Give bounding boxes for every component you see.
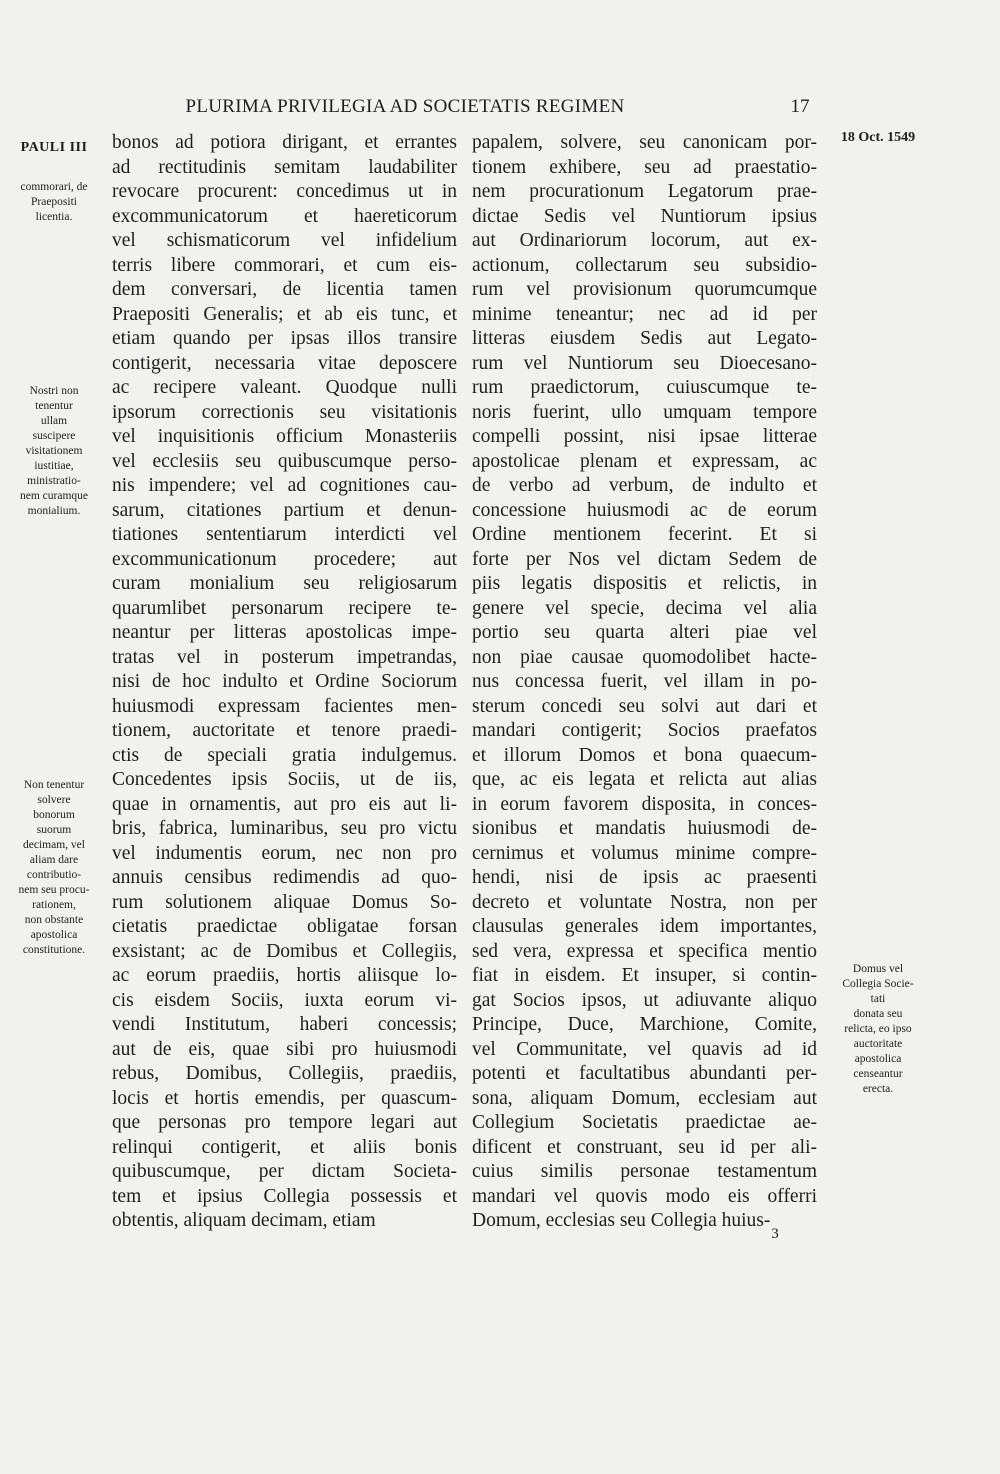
pope-name-margin: PAULI III <box>20 140 88 155</box>
text-line: portio seu quarta alteri piae vel <box>472 622 817 643</box>
margin-note-line: relicta, eo ipso <box>844 1023 912 1035</box>
text-line: revocare procurent: concedimus ut in <box>112 181 457 202</box>
text-line: locis et hortis emendis, per quascum- <box>112 1087 457 1109</box>
text-line: huiusmodi expressam facientes men- <box>112 695 457 717</box>
margin-note-line: Nostri non <box>29 385 79 397</box>
text-line: exsistant; ac de Domibus et Collegiis, <box>112 940 457 962</box>
margin-note-line: nem curamque <box>19 490 88 502</box>
text-line: nem procurationum Legatorum prae- <box>472 181 817 202</box>
margin-note-line: rationem, <box>32 899 76 911</box>
margin-note-line: constitutione. <box>22 944 86 956</box>
margin-note-line: apostolica <box>30 929 78 941</box>
text-line: tratas vel in posterum impetrandas, <box>112 646 457 668</box>
text-line: forte per Nos vel dictam Sedem de <box>472 548 817 570</box>
text-line: vel schismaticorum vel infidelium <box>112 230 457 251</box>
text-line: mandari contigerit; Socios praefatos <box>472 720 817 741</box>
text-line: piis legatis dispositis et relictis, in <box>472 573 817 594</box>
right-text-column <box>472 131 817 1234</box>
date-margin: 18 Oct. 1549 <box>840 130 916 145</box>
margin-note-domus <box>826 962 930 1097</box>
margin-note-line: decimam, vel <box>23 839 85 851</box>
margin-note-decima <box>4 778 104 958</box>
text-line: sed vera, expressa et specifica mentio <box>472 940 817 962</box>
text-line: que personas pro tempore legari aut <box>112 1112 457 1133</box>
margin-note-licentia <box>6 180 102 225</box>
text-line: aut de eis, quae sibi pro huiusmodi <box>112 1038 457 1060</box>
text-line: ctis de speciali gratia indulgemus. <box>112 744 457 766</box>
text-line: de verbo ad verbum, de indulto et <box>472 475 817 496</box>
margin-note-line: aliam dare <box>29 854 79 866</box>
margin-note-line: ministratio- <box>27 475 81 487</box>
margin-note-line: donata seu <box>853 1008 903 1020</box>
margin-note-line: erecta. <box>862 1083 894 1095</box>
text-line: sionibus et mandatis huiusmodi de- <box>472 818 817 839</box>
margin-note-line: suscipere <box>32 430 76 442</box>
text-line: Praepositi Generalis; et ab eis tunc, et <box>112 303 457 325</box>
text-line: dificent et construant, seu id per ali- <box>472 1136 817 1158</box>
text-line: tionem, auctoritate et tenore praedi- <box>112 720 457 741</box>
text-line: rum praedictorum, cuiuscumque te- <box>472 377 817 398</box>
margin-note-line: tati <box>870 993 886 1005</box>
text-line: actionum, collectarum seu subsidio- <box>472 254 817 276</box>
text-line: rum vel Nuntiorum seu Dioecesano- <box>472 352 817 374</box>
text-line: cuius similis personae testamentum <box>472 1161 817 1182</box>
text-line: vel ecclesiis seu quibuscumque perso- <box>112 450 457 472</box>
text-line: concessione huiusmodi ac de eorum <box>472 499 817 521</box>
text-line: quae in ornamentis, aut pro eis aut li- <box>112 793 457 815</box>
text-line: vendi Institutum, haberi concessis; <box>112 1014 457 1035</box>
text-line: Collegium Societatis praedictae ae- <box>472 1112 817 1133</box>
text-line: sterum concedi seu solvi aut dari et <box>472 695 817 717</box>
left-text-column <box>112 131 457 1234</box>
text-line: Ordine mentionem fecerint. Et si <box>472 524 817 545</box>
text-line: noris fuerint, ullo umquam tempore <box>472 401 817 423</box>
margin-note-line: censeantur <box>853 1068 903 1080</box>
margin-note-line: monialium. <box>27 505 81 517</box>
text-line: apostolicae plenam et expressam, ac <box>472 450 817 472</box>
margin-note-line: apostolica <box>854 1053 902 1065</box>
margin-note-line: licentia. <box>35 211 73 223</box>
text-line: ac eorum praediis, hortis aliisque lo- <box>112 965 457 986</box>
running-title: PLURIMA PRIVILEGIA AD SOCIETATIS REGIMEN <box>185 96 625 117</box>
text-line: que, ac eis legata et relicta aut alias <box>472 769 817 790</box>
text-line: contigerit, necessaria vitae deposcere <box>112 352 457 374</box>
margin-note-line: iustitiae, <box>34 460 74 472</box>
margin-note-line: non obstante <box>24 914 84 926</box>
text-line: etiam quando per ipsas illos transire <box>112 328 457 349</box>
text-line: excommunicatorum et haereticorum <box>112 205 457 227</box>
text-line: non piae causae quomodolibet hacte- <box>472 646 817 668</box>
text-line: genere vel specie, decima vel alia <box>472 597 817 619</box>
text-line: Concedentes ipsis Sociis, ut de iis, <box>112 769 457 790</box>
text-line: sona, aliquam Domum, ecclesiam aut <box>472 1087 817 1109</box>
text-line: hendi, nisi de ipsis ac praesenti <box>472 867 817 888</box>
text-line: vel inquisitionis officium Monasteriis <box>112 426 457 447</box>
text-line: curam monialium seu religiosarum <box>112 573 457 594</box>
text-line: tiationes sententiarum interdicti vel <box>112 524 457 545</box>
text-line: annuis censibus redimendis ad quo- <box>112 867 457 888</box>
margin-note-line: tenentur <box>35 400 73 412</box>
text-line: obtentis, aliquam decimam, etiam <box>112 1210 376 1231</box>
text-line: Principe, Duce, Marchione, Comite, <box>472 1014 817 1035</box>
text-line: relinqui contigerit, et aliis bonis <box>112 1136 457 1158</box>
margin-note-line: contributio- <box>26 869 82 881</box>
text-line: litteras eiusdem Sedis aut Legato- <box>472 328 817 349</box>
margin-note-line: ullam <box>40 415 68 427</box>
text-line: nis impendere; vel ad cognitiones cau- <box>112 475 457 496</box>
text-line: potenti et facultatibus abundanti per- <box>472 1063 817 1084</box>
text-line: terris libere commorari, et cum eis- <box>112 254 457 276</box>
text-line: rum vel provisionum quorumcumque <box>472 279 817 300</box>
text-line: bris, fabrica, luminaribus, seu pro victu <box>112 818 457 839</box>
margin-note-line: nem seu procu- <box>18 884 90 896</box>
text-line: in eorum favorem disposita, in conces- <box>472 793 817 815</box>
text-line: nus concessa fuerit, vel illam in po- <box>472 671 817 692</box>
text-line: dem conversari, de licentia tamen <box>112 279 457 300</box>
page-number: 17 <box>790 96 810 117</box>
text-line: compelli possint, nisi ipsae litterae <box>472 426 817 447</box>
text-line: dictae Sedis vel Nuntiorum ipsius <box>472 205 817 227</box>
text-line: cietatis praedictae obligatae forsan <box>112 916 457 937</box>
margin-note-line: bonorum <box>33 809 75 821</box>
margin-note-line: visitationem <box>25 445 83 457</box>
text-line: neantur per litteras apostolicas impe- <box>112 622 457 643</box>
text-line: decreto et voluntate Nostra, non per <box>472 891 817 913</box>
text-line: ad rectitudinis semitam laudabiliter <box>112 156 457 178</box>
text-line: vel indumentis eorum, nec non pro <box>112 842 457 864</box>
text-line: excommunicationum procedere; aut <box>112 548 457 570</box>
text-line: aut Ordinariorum locorum, aut ex- <box>472 230 817 251</box>
margin-note-line: Collegia Socie- <box>842 978 914 990</box>
signature-mark: 3 <box>771 1226 779 1242</box>
text-line: Domum, ecclesias seu Collegia huius- <box>472 1210 771 1231</box>
margin-note-line: suorum <box>36 824 72 836</box>
text-line: quarumlibet personarum recipere te- <box>112 597 457 619</box>
margin-note-visitatio <box>6 384 102 519</box>
margin-note-line: commorari, de <box>20 181 88 193</box>
text-line: fiat in eisdem. Et insuper, si contin- <box>472 965 817 986</box>
text-line: nisi de hoc indulto et Ordine Sociorum <box>112 671 457 692</box>
text-line: rebus, Domibus, Collegiis, praediis, <box>112 1063 457 1084</box>
text-line: bonos ad potiora dirigant, et errantes <box>112 132 457 153</box>
text-line: cis eisdem Sociis, iuxta eorum vi- <box>112 989 457 1011</box>
margin-note-line: auctoritate <box>853 1038 903 1050</box>
text-line: tem et ipsius Collegia possessis et <box>112 1185 457 1207</box>
margin-note-line: Praepositi <box>31 196 77 208</box>
margin-note-line: Domus vel <box>852 963 904 975</box>
text-line: sarum, citationes partium et denun- <box>112 499 457 521</box>
text-line: ipsorum correctionis seu visitationis <box>112 401 457 423</box>
text-line: mandari vel quovis modo eis offerri <box>472 1185 817 1207</box>
text-line: gat Socios ipsos, ut adiuvante aliquo <box>472 989 817 1011</box>
text-line: ac recipere valeant. Quodque nulli <box>112 377 457 398</box>
text-line: quibuscumque, per dictam Societa- <box>112 1161 457 1182</box>
text-line: minime teneantur; nec ad id per <box>472 303 817 325</box>
text-line: tionem exhibere, seu ad praestatio- <box>472 156 817 178</box>
text-line: papalem, solvere, seu canonicam por- <box>472 132 817 153</box>
text-line: clausulas generales idem importantes, <box>472 916 817 937</box>
text-line: vel Communitate, vel quavis ad id <box>472 1038 817 1060</box>
margin-note-line: Non tenentur <box>23 779 85 791</box>
text-line: rum solutionem aliquae Domus So- <box>112 891 457 913</box>
margin-note-line: solvere <box>37 794 71 806</box>
text-line: cernimus et volumus minime compre- <box>472 842 817 864</box>
text-line: et illorum Domos et bona quaecum- <box>472 744 817 766</box>
